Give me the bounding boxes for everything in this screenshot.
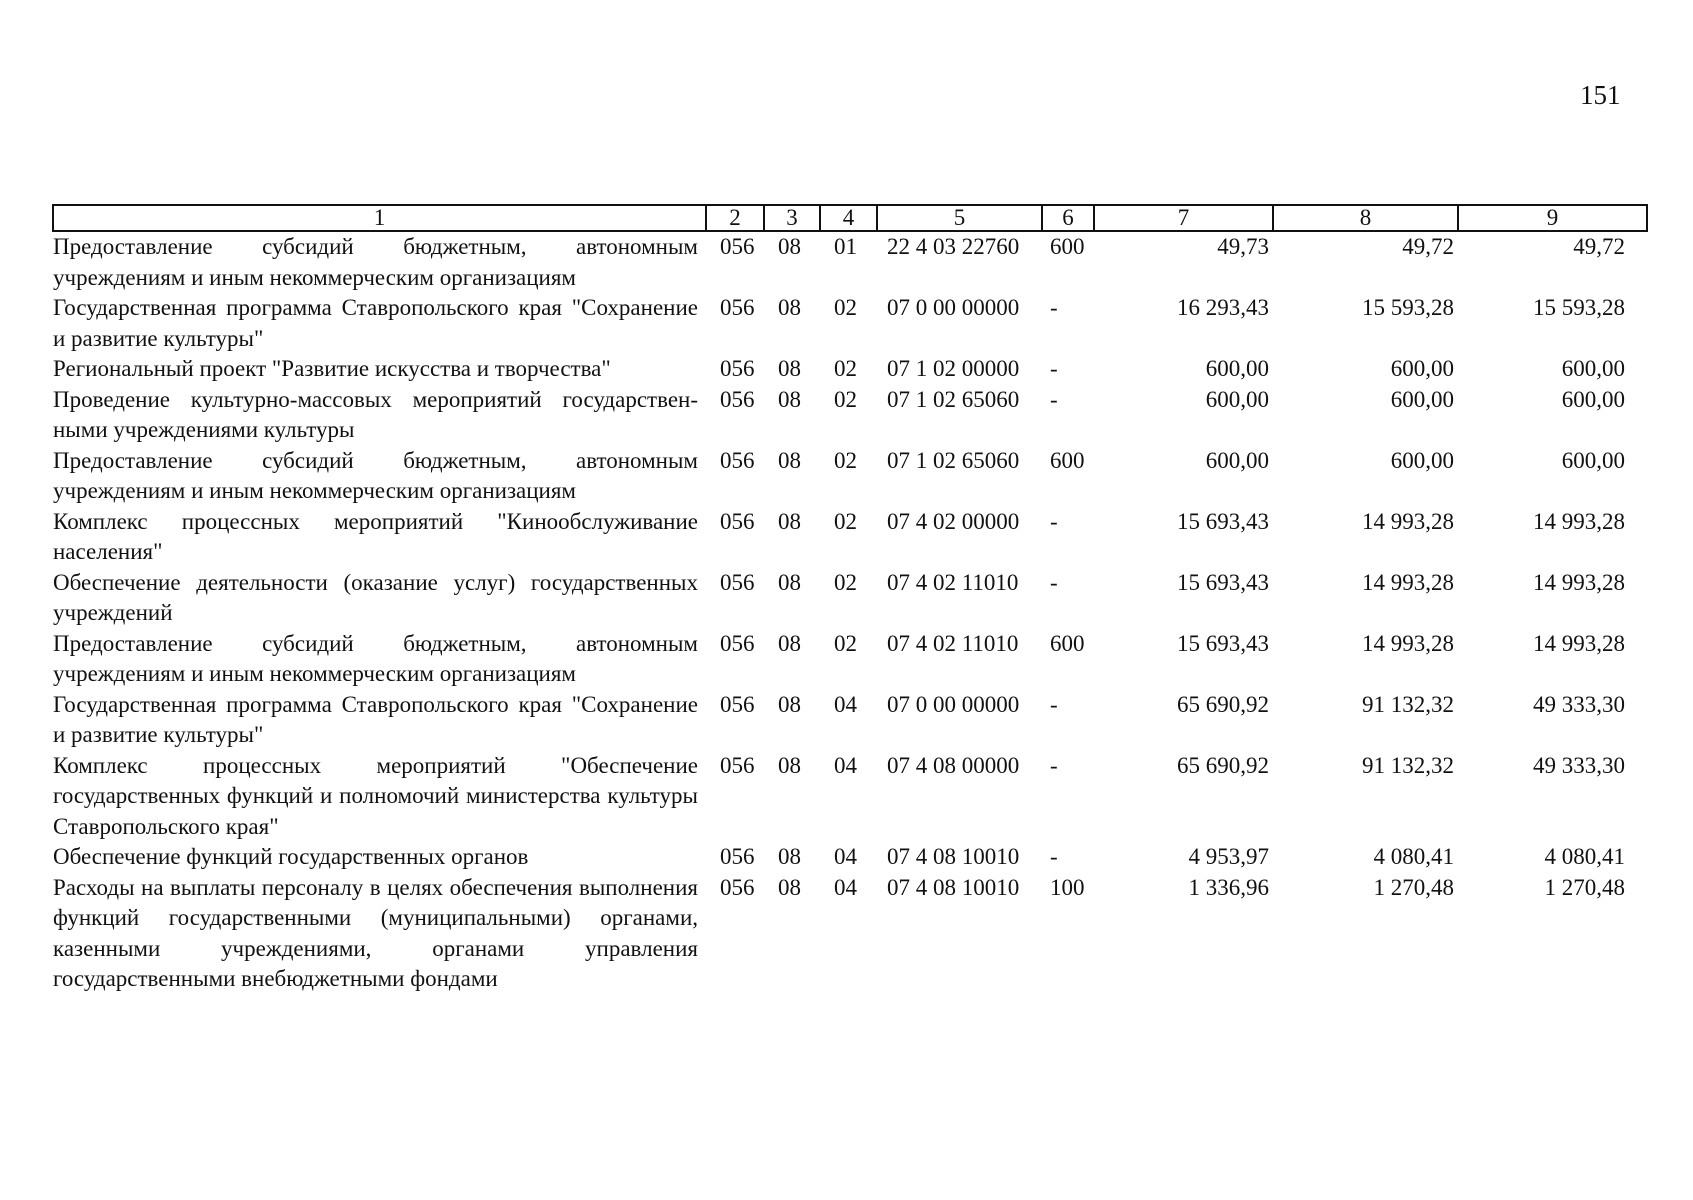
row-amount-col8: 91 132,32: [1362, 752, 1454, 778]
row-name: Государственная программа Ставропольского края "Сохранение и развитие культуры": [53, 691, 698, 747]
row-ministry-code: 056: [720, 508, 755, 534]
row-subsection-code: 01: [834, 234, 857, 259]
row-expense-type: -: [1050, 508, 1058, 534]
table-row: [53, 231, 1647, 293]
row-amount-col7: 600,00: [1205, 386, 1269, 412]
row-ministry-code: 056: [720, 630, 755, 656]
row-section-code: 08: [778, 295, 801, 320]
row-amount-col9: 600,00: [1561, 386, 1625, 412]
row-amount-col8: 1 270,48: [1373, 874, 1454, 900]
row-ministry-code: 056: [720, 752, 755, 778]
row-amount-col8: 600,00: [1390, 356, 1454, 381]
row-expense-type: -: [1050, 752, 1058, 778]
row-target-code: 07 0 00 00000: [887, 295, 1020, 320]
row-amount-col8: 14 993,28: [1362, 569, 1454, 595]
row-expense-type: 600: [1050, 630, 1085, 656]
row-ministry-code: 056: [720, 234, 755, 259]
header-col-9: 9: [1458, 205, 1647, 231]
table-row: [53, 629, 1647, 690]
row-section-code: 08: [778, 569, 801, 595]
header-col-3: 3: [764, 205, 820, 231]
header-col-7: 7: [1094, 205, 1273, 231]
row-amount-col8: 14 993,28: [1362, 508, 1454, 534]
budget-table: [52, 204, 1648, 995]
row-amount-col8: 15 593,28: [1362, 295, 1454, 320]
row-amount-col7: 15 693,43: [1177, 569, 1269, 595]
header-row: [53, 205, 1647, 231]
header-col-8: 8: [1273, 205, 1458, 231]
table-row: [53, 873, 1647, 995]
row-expense-type: -: [1050, 691, 1058, 717]
table-row: [53, 385, 1647, 446]
row-amount-col7: 15 693,43: [1177, 508, 1269, 534]
row-amount-col8: 600,00: [1390, 386, 1454, 412]
row-ministry-code: 056: [720, 447, 755, 473]
row-name: Проведение культурно-массовых мероприятий государствен-ными учреждениями культуры: [53, 386, 698, 442]
table-row: [53, 751, 1647, 843]
row-amount-col9: 600,00: [1561, 447, 1625, 473]
table-row: [53, 690, 1647, 751]
row-target-code: 07 4 02 11010: [887, 630, 1019, 656]
row-amount-col7: 15 693,43: [1177, 630, 1269, 656]
row-section-code: 08: [778, 874, 801, 900]
row-amount-col9: 14 993,28: [1533, 508, 1625, 534]
row-target-code: 07 4 08 00000: [887, 752, 1020, 778]
row-subsection-code: 04: [834, 691, 857, 717]
row-subsection-code: 04: [834, 874, 857, 900]
row-target-code: 07 1 02 00000: [887, 356, 1020, 381]
row-amount-col7: 65 690,92: [1177, 752, 1269, 778]
row-target-code: 07 4 08 10010: [887, 844, 1020, 869]
row-ministry-code: 056: [720, 874, 755, 900]
row-ministry-code: 056: [720, 844, 755, 869]
row-amount-col8: 14 993,28: [1362, 630, 1454, 656]
row-expense-type: -: [1050, 844, 1058, 869]
row-name: Государственная программа Ставропольского края "Сохранение и развитие культуры": [53, 295, 698, 351]
row-expense-type: 600: [1050, 234, 1085, 259]
row-name: Комплекс процессных мероприятий "Кинообслуживание населения": [53, 508, 698, 564]
table-body: [53, 231, 1647, 995]
row-section-code: 08: [778, 752, 801, 778]
row-target-code: 07 4 02 11010: [887, 569, 1019, 595]
row-subsection-code: 02: [834, 295, 857, 320]
row-amount-col9: 14 993,28: [1533, 569, 1625, 595]
row-amount-col8: 4 080,41: [1373, 844, 1454, 869]
row-amount-col8: 49,72: [1402, 234, 1454, 259]
row-target-code: 22 4 03 22760: [887, 234, 1020, 259]
row-amount-col9: 1 270,48: [1544, 874, 1625, 900]
row-amount-col9: 49,72: [1573, 234, 1625, 259]
row-expense-type: -: [1050, 356, 1058, 381]
row-section-code: 08: [778, 447, 801, 473]
row-amount-col9: 14 993,28: [1533, 630, 1625, 656]
row-ministry-code: 056: [720, 569, 755, 595]
row-amount-col9: 4 080,41: [1544, 844, 1625, 869]
row-subsection-code: 04: [834, 752, 857, 778]
row-target-code: 07 1 02 65060: [887, 386, 1020, 412]
row-name: Предоставление субсидий бюджетным, автономным учреждениям и иным некоммерческим организациям: [53, 234, 698, 290]
row-name: Предоставление субсидий бюджетным, автономным учреждениям и иным некоммерческим организациям: [53, 447, 698, 503]
row-name: Обеспечение функций государственных органов: [53, 844, 529, 869]
row-target-code: 07 0 00 00000: [887, 691, 1020, 717]
header-col-4: 4: [820, 205, 877, 231]
row-amount-col9: 15 593,28: [1533, 295, 1625, 320]
row-expense-type: -: [1050, 569, 1058, 595]
row-target-code: 07 4 08 10010: [887, 874, 1020, 900]
row-target-code: 07 1 02 65060: [887, 447, 1020, 473]
row-ministry-code: 056: [720, 386, 755, 412]
row-section-code: 08: [778, 508, 801, 534]
row-section-code: 08: [778, 691, 801, 717]
row-expense-type: -: [1050, 295, 1058, 320]
row-expense-type: -: [1050, 386, 1058, 412]
row-subsection-code: 02: [834, 508, 857, 534]
row-name: Комплекс процессных мероприятий "Обеспечение государственных функций и полномочий министерства культуры Ставропольского края": [53, 752, 698, 839]
row-amount-col7: 49,73: [1217, 234, 1269, 259]
row-name: Региональный проект "Развитие искусства и творчества": [53, 356, 611, 381]
row-amount-col9: 600,00: [1561, 356, 1625, 381]
row-amount-col7: 4 953,97: [1188, 844, 1269, 869]
row-name: Предоставление субсидий бюджетным, автономным учреждениям и иным некоммерческим организациям: [53, 630, 698, 686]
header-col-5: 5: [877, 205, 1042, 231]
row-amount-col7: 1 336,96: [1188, 874, 1269, 900]
row-amount-col8: 600,00: [1390, 447, 1454, 473]
row-subsection-code: 02: [834, 630, 857, 656]
row-target-code: 07 4 02 00000: [887, 508, 1020, 534]
row-name: Обеспечение деятельности (оказание услуг) государственных учреждений: [53, 569, 698, 625]
table-row: [53, 293, 1647, 354]
row-section-code: 08: [778, 630, 801, 656]
row-subsection-code: 02: [834, 386, 857, 412]
row-amount-col9: 49 333,30: [1533, 691, 1625, 717]
header-col-1: 1: [53, 205, 706, 231]
row-subsection-code: 02: [834, 569, 857, 595]
row-amount-col9: 49 333,30: [1533, 752, 1625, 778]
header-col-6: 6: [1042, 205, 1094, 231]
header-col-2: 2: [706, 205, 764, 231]
row-ministry-code: 056: [720, 691, 755, 717]
table-row: [53, 507, 1647, 568]
table-header: [53, 205, 1647, 231]
table-row: [53, 568, 1647, 629]
row-amount-col7: 600,00: [1205, 356, 1269, 381]
row-section-code: 08: [778, 356, 801, 381]
page-number: 151: [1580, 80, 1621, 110]
row-expense-type: 600: [1050, 447, 1085, 473]
row-section-code: 08: [778, 386, 801, 412]
row-section-code: 08: [778, 234, 801, 259]
row-ministry-code: 056: [720, 356, 755, 381]
row-amount-col8: 91 132,32: [1362, 691, 1454, 717]
row-amount-col7: 600,00: [1205, 447, 1269, 473]
row-expense-type: 100: [1050, 874, 1085, 900]
row-amount-col7: 65 690,92: [1177, 691, 1269, 717]
table-row: [53, 842, 1647, 873]
row-subsection-code: 02: [834, 447, 857, 473]
row-subsection-code: 04: [834, 844, 857, 869]
table-row: [53, 354, 1647, 385]
row-name: Расходы на выплаты персоналу в целях обеспечения выполнения функций государственными (муниципальными) органами, казенными учреждениями, органами управления государственными внебюджетными фондами: [53, 874, 698, 991]
row-ministry-code: 056: [720, 295, 755, 320]
row-section-code: 08: [778, 844, 801, 869]
table-row: [53, 446, 1647, 507]
row-subsection-code: 02: [834, 356, 857, 381]
row-amount-col7: 16 293,43: [1177, 295, 1269, 320]
